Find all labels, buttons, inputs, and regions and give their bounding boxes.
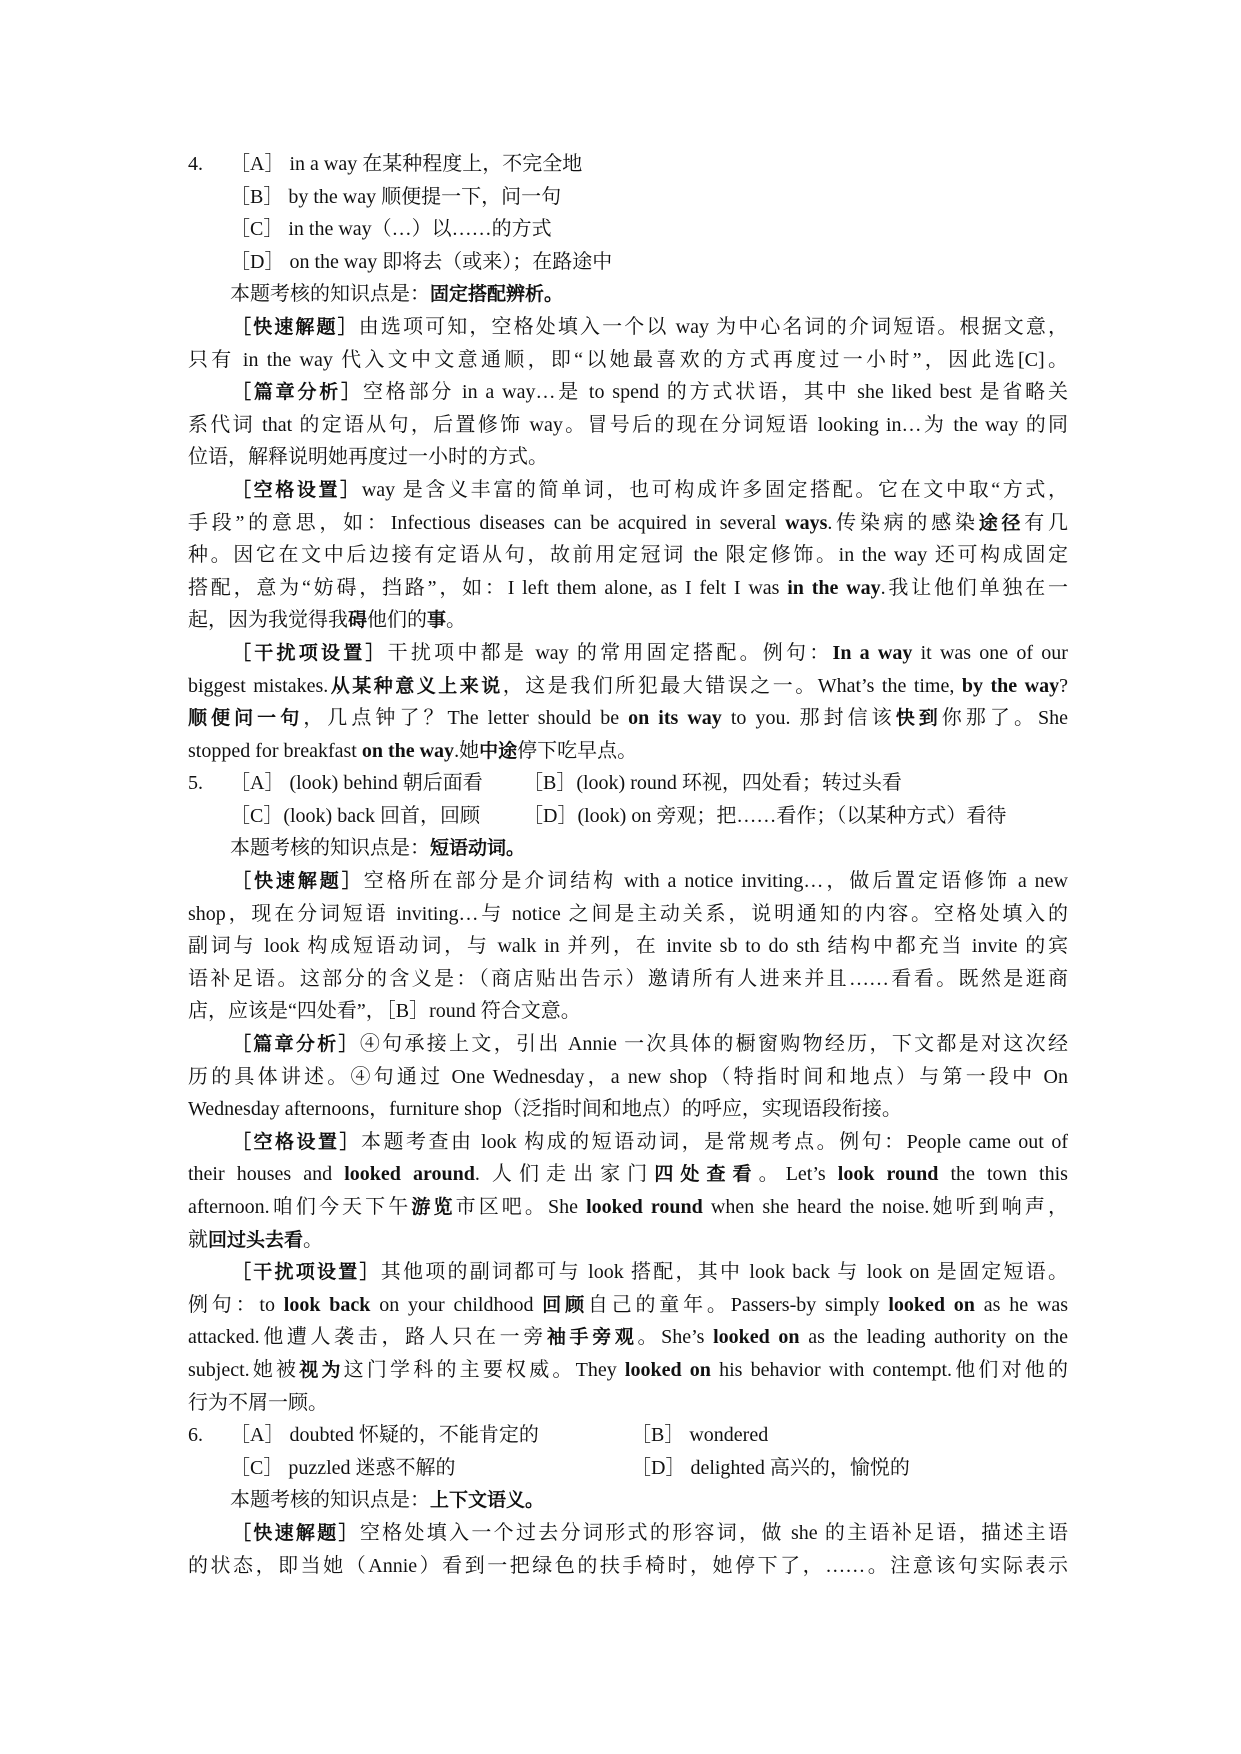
- text-run: ?: [1059, 674, 1068, 697]
- paragraph-line: [188, 1158, 1068, 1191]
- option-c: ［C］ puzzled 迷惑不解的: [230, 1456, 456, 1479]
- text-run: 他们的: [367, 609, 428, 632]
- section-heading: ［快速解题］: [232, 315, 359, 338]
- text-run: .她: [454, 739, 480, 762]
- question-number: 5.: [188, 772, 203, 795]
- bold-run: 顺便问一句: [188, 707, 304, 730]
- blank-setting-line: [188, 1126, 1068, 1159]
- quick-solution-line: [188, 865, 1068, 898]
- paragraph-text: way 是含义丰富的简单词，也可构成许多固定搭配。它在文中取“方式，: [361, 478, 1068, 501]
- bold-run: on the way: [361, 739, 455, 762]
- option-b: ［B］ by the way 顺便提一下，问一句: [230, 185, 562, 208]
- option-d: ［D］ delighted 高兴的，愉悦的: [631, 1456, 910, 1479]
- section-heading: ［干扰项设置］: [232, 641, 388, 664]
- paragraph-line: [188, 1321, 1068, 1354]
- bold-run: 中途: [479, 739, 518, 762]
- paragraph-line: [188, 735, 1068, 768]
- paragraph-line: [188, 702, 1068, 735]
- blank-setting-line: [188, 474, 1068, 507]
- distractor-setting-line: [188, 637, 1068, 670]
- bold-run: on its way: [628, 707, 722, 730]
- option-a: ［A］ (look) behind 朝后面看: [230, 772, 483, 795]
- quick-solution-line: [188, 311, 1068, 344]
- bold-run: look round: [837, 1163, 939, 1186]
- knowledge-line: [188, 1484, 1068, 1517]
- bold-run: by the way: [961, 674, 1060, 697]
- bold-run: 游览: [411, 1196, 456, 1218]
- knowledge-line: [188, 832, 1068, 865]
- q6-options-ab-line: [188, 1419, 1068, 1452]
- text-run: 有几: [1024, 511, 1068, 534]
- text-run: 停下吃早点。: [517, 739, 638, 762]
- paragraph-line: [188, 507, 1068, 540]
- bold-run: 四处查看: [654, 1163, 759, 1186]
- knowledge-line: [188, 278, 1068, 311]
- distractor-setting-line: [188, 1256, 1068, 1289]
- paragraph-text: 历的具体讲述。④句通过 One Wednesday，a new shop（特指时间和地点）与第一段中 On: [188, 1065, 1068, 1088]
- knowledge-prefix: 本题考核的知识点是：: [230, 283, 430, 306]
- paragraph-text: 空格处填入一个过去分词形式的形容词，做 she 的主语补足语，描述主语: [359, 1521, 1068, 1544]
- quick-solution-line: [188, 1517, 1068, 1550]
- bold-run: looked on: [888, 1293, 975, 1316]
- text-run: afternoon.咱们今天下午: [188, 1196, 412, 1218]
- text-run: as the leading authority on the: [799, 1326, 1068, 1349]
- text-run: 市区吧。She: [455, 1196, 587, 1218]
- text-run: the town this: [938, 1163, 1068, 1186]
- text-run: 搭配，意为“妨碍，挡路”，如：I left them alone, as I felt I was: [188, 576, 788, 599]
- text-run: .我让他们单独在一: [880, 576, 1068, 599]
- option-a: ［A］ in a way 在某种程度上，不完全地: [230, 153, 583, 175]
- text-run: 例句：to: [188, 1293, 284, 1316]
- bold-run: 快到: [895, 707, 942, 730]
- question-number: 6.: [188, 1424, 203, 1447]
- paragraph-text: 副词与 look 构成短语动词，与 walk in 并列，在 invite sb to do sth 结构中都充当 invite 的宾: [188, 935, 1068, 958]
- text-run: 自己的童年。Passers-by simply: [587, 1293, 889, 1316]
- text-run: biggest mistakes.: [188, 674, 329, 697]
- paragraph-text: 由选项可知，空格处填入一个以 way 为中心名词的介词短语。根据文意，: [358, 315, 1068, 338]
- bold-run: 视为: [299, 1358, 344, 1381]
- paragraph-text: ④句承接上文，引出 Annie 一次具体的橱窗购物经历，下文都是对这次经: [359, 1033, 1068, 1056]
- bold-run: 回顾: [542, 1293, 588, 1316]
- paragraph-text: 店，应该是“四处看”，［B］round 符合文意。: [188, 1000, 581, 1023]
- text-run: 。She’s: [637, 1326, 714, 1349]
- knowledge-point: 上下文语义。: [430, 1489, 545, 1512]
- bold-run: looked around: [344, 1163, 475, 1186]
- text-run: attacked.他遭人袭击，路人只在一旁: [188, 1326, 547, 1349]
- paragraph-line: [188, 1354, 1068, 1387]
- passage-analysis-line: [188, 376, 1068, 409]
- option-d: ［D］ on the way 即将去（或来）；在路途中: [230, 250, 613, 273]
- knowledge-prefix: 本题考核的知识点是：: [230, 837, 430, 860]
- paragraph-text: 空格部分 in a way…是 to spend 的方式状语，其中 she liked best 是省略关: [362, 381, 1068, 404]
- bold-run: looked on: [624, 1358, 711, 1381]
- paragraph-text: 行为不屑一顾。: [188, 1391, 328, 1414]
- paragraph-text: 的状态，即当她（Annie）看到一把绿色的扶手椅时，她停下了，……。注意该句实际表示: [188, 1554, 1068, 1577]
- text-run: 。Let’s: [758, 1163, 838, 1186]
- section-heading: ［篇章分析］: [232, 1033, 360, 1056]
- q5-options-ab-line: [188, 767, 1068, 800]
- text-run: as he was: [974, 1293, 1068, 1316]
- bold-run: looked round: [586, 1196, 703, 1218]
- option-b: ［B］(look) round 环视，四处看；转过头看: [523, 772, 902, 795]
- bold-run: look back: [283, 1293, 371, 1316]
- option-d: ［D］(look) on 旁观；把……看作；（以某种方式）看待: [523, 804, 1007, 827]
- text-run: ，这是我们所犯最大错误之一。What’s the time,: [502, 674, 962, 697]
- bold-run: in the way: [787, 576, 881, 599]
- bold-run: 事: [427, 609, 447, 632]
- section-heading: ［干扰项设置］: [232, 1261, 381, 1284]
- text-run: to you. 那封信该: [721, 707, 896, 730]
- knowledge-prefix: 本题考核的知识点是：: [230, 1489, 430, 1512]
- text-run: 你那了。She: [941, 707, 1068, 730]
- paragraph-text: 系代词 that 的定语从句，后置修饰 way。冒号后的现在分词短语 looking in…为 the way 的同: [188, 413, 1068, 436]
- text-run: when she heard the noise.她听到响声，: [702, 1196, 1068, 1218]
- q5-options-cd-line: [188, 800, 1068, 833]
- text-run: .传染病的感染: [827, 511, 979, 534]
- text-run: . 人们走出家门: [474, 1163, 655, 1186]
- bold-run: In a way: [832, 641, 913, 664]
- paragraph-text: Wednesday afternoons，furniture shop（泛指时间和地点）的呼应，实现语段衔接。: [188, 1098, 902, 1121]
- document-page: [188, 148, 1068, 1582]
- section-heading: ［篇章分析］: [232, 381, 363, 404]
- text-run: stopped for breakfast: [188, 739, 362, 762]
- text-run: 干扰项中都是 way 的常用固定搭配。例句：: [387, 641, 833, 664]
- q6-options-cd-line: [188, 1452, 1068, 1485]
- paragraph-text: 种。因它在文中后边接有定语从句，故前用定冠词 the 限定修饰。in the way 还可构成固定: [188, 544, 1068, 567]
- bold-run: 回过头去看: [208, 1228, 304, 1251]
- paragraph-text: shop，现在分词短语 inviting…与 notice 之间是主动关系，说明通知的内容。空格处填入的: [188, 902, 1068, 925]
- paragraph-line: [188, 1224, 1068, 1257]
- section-heading: ［快速解题］: [232, 870, 364, 893]
- section-heading: ［空格设置］: [232, 1130, 362, 1153]
- text-run: their houses and: [188, 1163, 345, 1186]
- text-run: ，几点钟了？The letter should be: [303, 707, 629, 730]
- bold-run: 从某种意义上来说: [328, 674, 503, 697]
- bold-run: looked on: [713, 1326, 800, 1349]
- paragraph-line: [188, 604, 1068, 637]
- paragraph-line: [188, 1289, 1068, 1322]
- section-heading: ［空格设置］: [232, 478, 362, 501]
- option-c: ［C］(look) back 回首，回顾: [230, 804, 480, 827]
- knowledge-point: 短语动词。: [430, 837, 526, 860]
- text-run: 起，因为我觉得我: [188, 609, 348, 632]
- option-a: ［A］ doubted 怀疑的，不能肯定的: [230, 1424, 539, 1447]
- paragraph-text: 空格所在部分是介词结构 with a notice inviting…，做后置定语修饰 a new: [363, 870, 1068, 893]
- bold-run: 途径: [978, 511, 1025, 534]
- paragraph-text: 本题考查由 look 构成的短语动词，是常规考点。例句：People came out of: [361, 1130, 1068, 1153]
- bold-run: 碍: [348, 609, 368, 632]
- option-b: ［B］ wondered: [631, 1424, 769, 1447]
- text-run: subject.她被: [188, 1358, 300, 1381]
- q4-option-a-line: [188, 148, 1068, 181]
- question-number: 4.: [188, 153, 203, 175]
- section-heading: ［快速解题］: [232, 1521, 360, 1544]
- text-run: his behavior with contempt.他们对他的: [710, 1358, 1068, 1381]
- paragraph-line: [188, 572, 1068, 605]
- paragraph-text: 位语，解释说明她再度过一小时的方式。: [188, 446, 548, 469]
- text-run: 手段”的意思，如：Infectious diseases can be acquired in several: [188, 511, 786, 534]
- text-run: 就: [188, 1228, 208, 1251]
- text-run: 。: [303, 1228, 324, 1251]
- option-c: ［C］ in the way（…）以……的方式: [230, 218, 552, 241]
- paragraph-line: [188, 670, 1068, 703]
- bold-run: ways: [785, 511, 828, 534]
- paragraph-text: 只有 in the way 代入文中文意通顺，即“以她最喜欢的方式再度过一小时”，因此选[C]。: [188, 348, 1068, 371]
- paragraph-text: 语补足语。这部分的含义是：（商店贴出告示）邀请所有人进来并且……看看。既然是逛商: [188, 967, 1068, 990]
- text-run: it was one of our: [912, 641, 1068, 664]
- knowledge-point: 固定搭配辨析。: [430, 283, 564, 306]
- text-run: on your childhood: [370, 1293, 543, 1316]
- text-run: 。: [446, 609, 467, 632]
- bold-run: 袖手旁观: [546, 1326, 638, 1349]
- paragraph-line: [188, 1191, 1068, 1224]
- paragraph-text: 其他项的副词都可与 look 搭配，其中 look back 与 look on 是固定短语。: [380, 1261, 1068, 1284]
- passage-analysis-line: [188, 1028, 1068, 1061]
- text-run: 这门学科的主要权威。They: [343, 1358, 625, 1381]
